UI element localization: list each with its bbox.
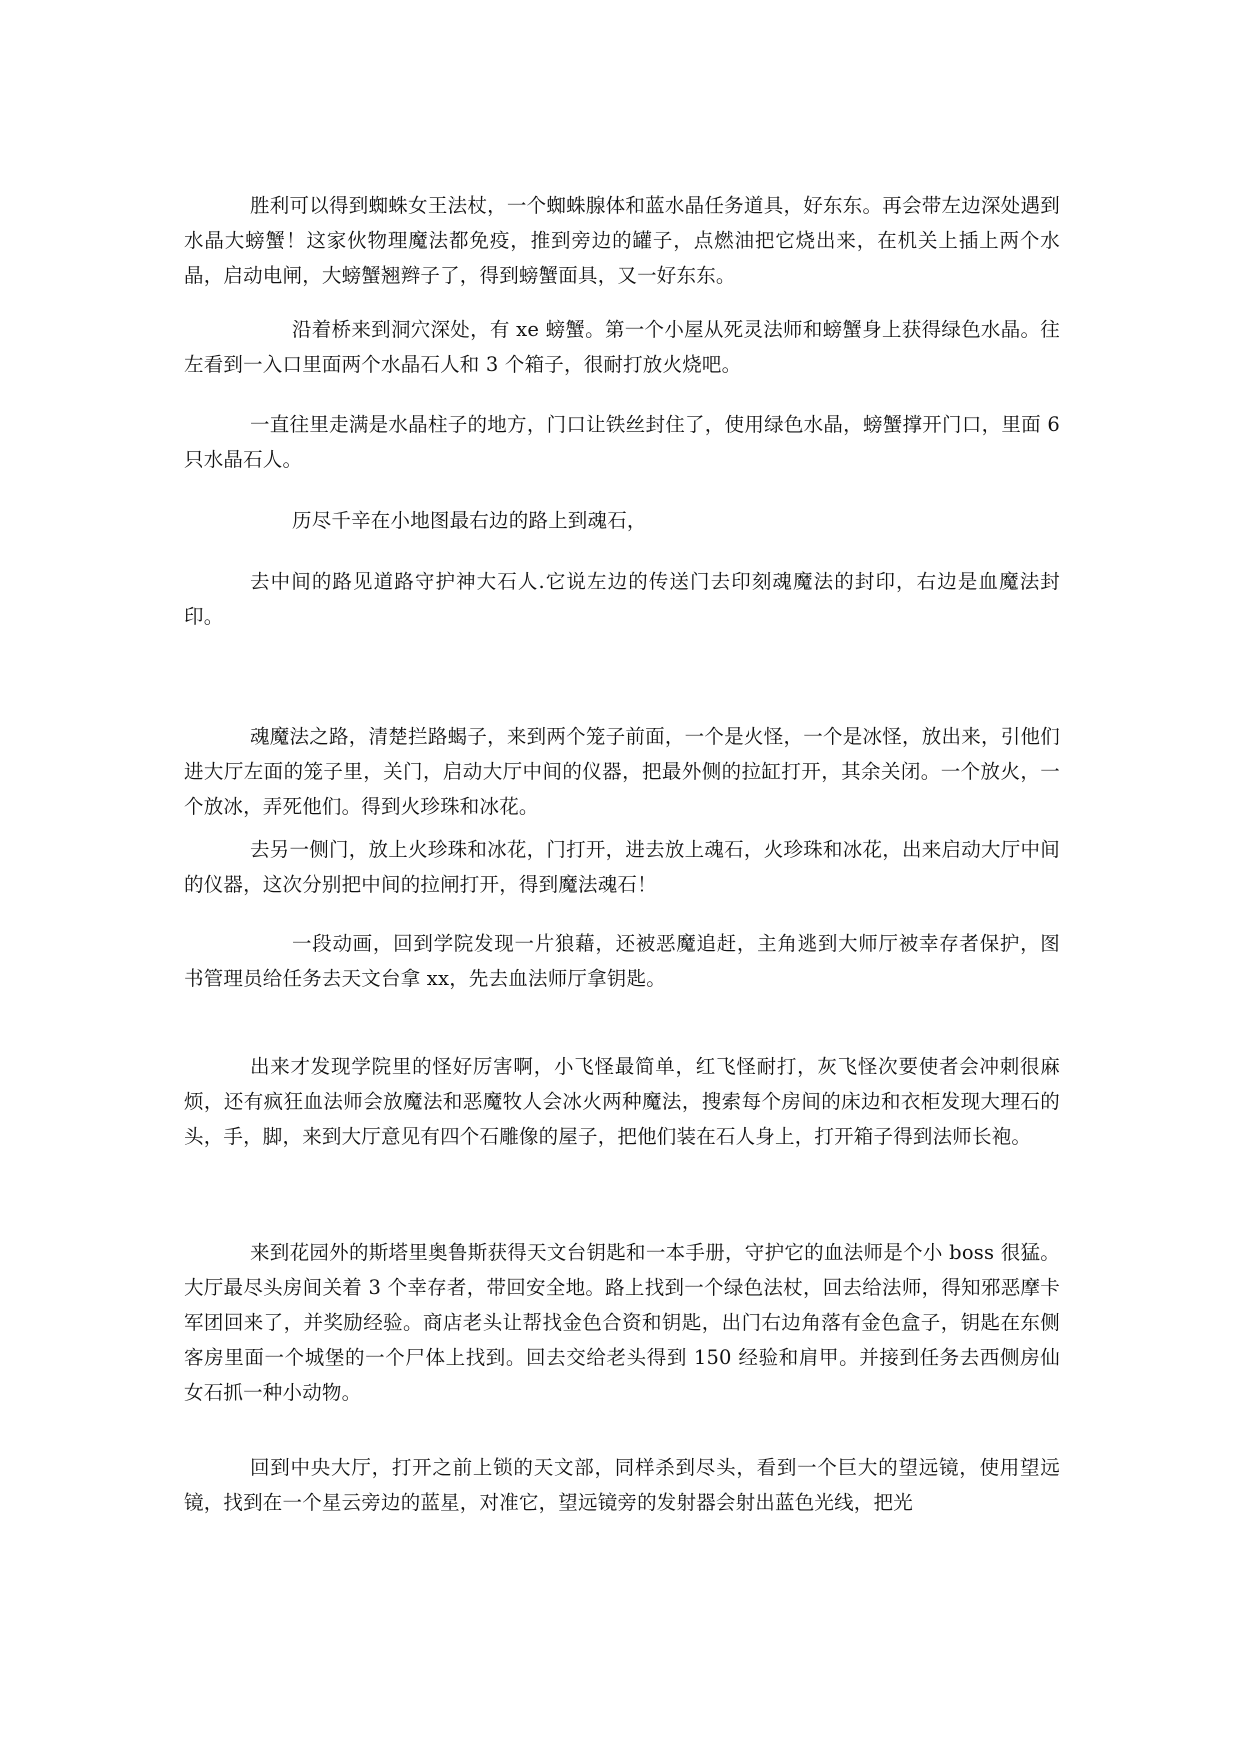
paragraph-5: 去中间的路见道路守护神大石人.它说左边的传送门去印刻魂魔法的封印，右边是血魔法封印。 — [184, 570, 1060, 628]
paragraph-4: 历尽千辛在小地图最右边的路上到魂石， — [292, 509, 647, 532]
paragraph-3: 一直往里走满是水晶柱子的地方，门口让铁丝封住了，使用绿色水晶，螃蟹撑开门口，里面 6 只水晶石人。 — [184, 413, 1060, 471]
paragraph-1: 胜利可以得到蜘蛛女王法杖，一个蜘蛛腺体和蓝水晶任务道具，好东东。再会带左边深处遇到水晶大螃蟹！这家伙物理魔法都免疫，推到旁边的罐子，点燃油把它烧出来，在机关上插上两个水晶，启动电闸，大螃蟹翘辫子了，得到螃蟹面具，又一好东东。 — [184, 194, 1060, 287]
paragraph-7: 去另一侧门，放上火珍珠和冰花，门打开，进去放上魂石，火珍珠和冰花，出来启动大厅中间的仪器，这次分别把中间的拉闸打开，得到魔法魂石！ — [184, 838, 1060, 896]
paragraph-2: 沿着桥来到洞穴深处，有 xe 螃蟹。第一个小屋从死灵法师和螃蟹身上获得绿色水晶。往左看到一入口里面两个水晶石人和 3 个箱子，很耐打放火烧吧。 — [184, 318, 1060, 376]
paragraph-10: 来到花园外的斯塔里奥鲁斯获得天文台钥匙和一本手册，守护它的血法师是个小 boss 很猛。大厅最尽头房间关着 3 个幸存者，带回安全地。路上找到一个绿色法杖，回去给法师，得知邪恶摩卡军团回来了，并奖励经验。商店老头让帮找金色合资和钥匙，出门右边角落有金色盒子，钥匙在东侧客房里面一个城堡的一个尸体上找到。回去交给老头得到 150 经验和肩甲。并接到任务去西侧房仙女石抓一种小动物。 — [184, 1241, 1060, 1404]
paragraph-8: 一段动画，回到学院发现一片狼藉，还被恶魔追赶，主角逃到大师厅被幸存者保护，图书管理员给任务去天文台拿 xx，先去血法师厅拿钥匙。 — [184, 932, 1060, 990]
paragraph-9: 出来才发现学院里的怪好厉害啊，小飞怪最简单，红飞怪耐打，灰飞怪次要使者会冲刺很麻烦，还有疯狂血法师会放魔法和恶魔牧人会冰火两种魔法，搜索每个房间的床边和衣柜发现大理石的头，手，脚，来到大厅意见有四个石雕像的屋子，把他们装在石人身上，打开箱子得到法师长袍。 — [184, 1055, 1060, 1148]
paragraph-6: 魂魔法之路，清楚拦路蝎子，来到两个笼子前面，一个是火怪，一个是冰怪，放出来，引他们进大厅左面的笼子里，关门，启动大厅中间的仪器，把最外侧的拉缸打开，其余关闭。一个放火，一个放冰，弄死他们。得到火珍珠和冰花。 — [184, 725, 1060, 818]
paragraph-11: 回到中央大厅，打开之前上锁的天文部，同样杀到尽头，看到一个巨大的望远镜，使用望远镜，找到在一个星云旁边的蓝星，对准它，望远镜旁的发射器会射出蓝色光线，把光 — [184, 1456, 1060, 1514]
